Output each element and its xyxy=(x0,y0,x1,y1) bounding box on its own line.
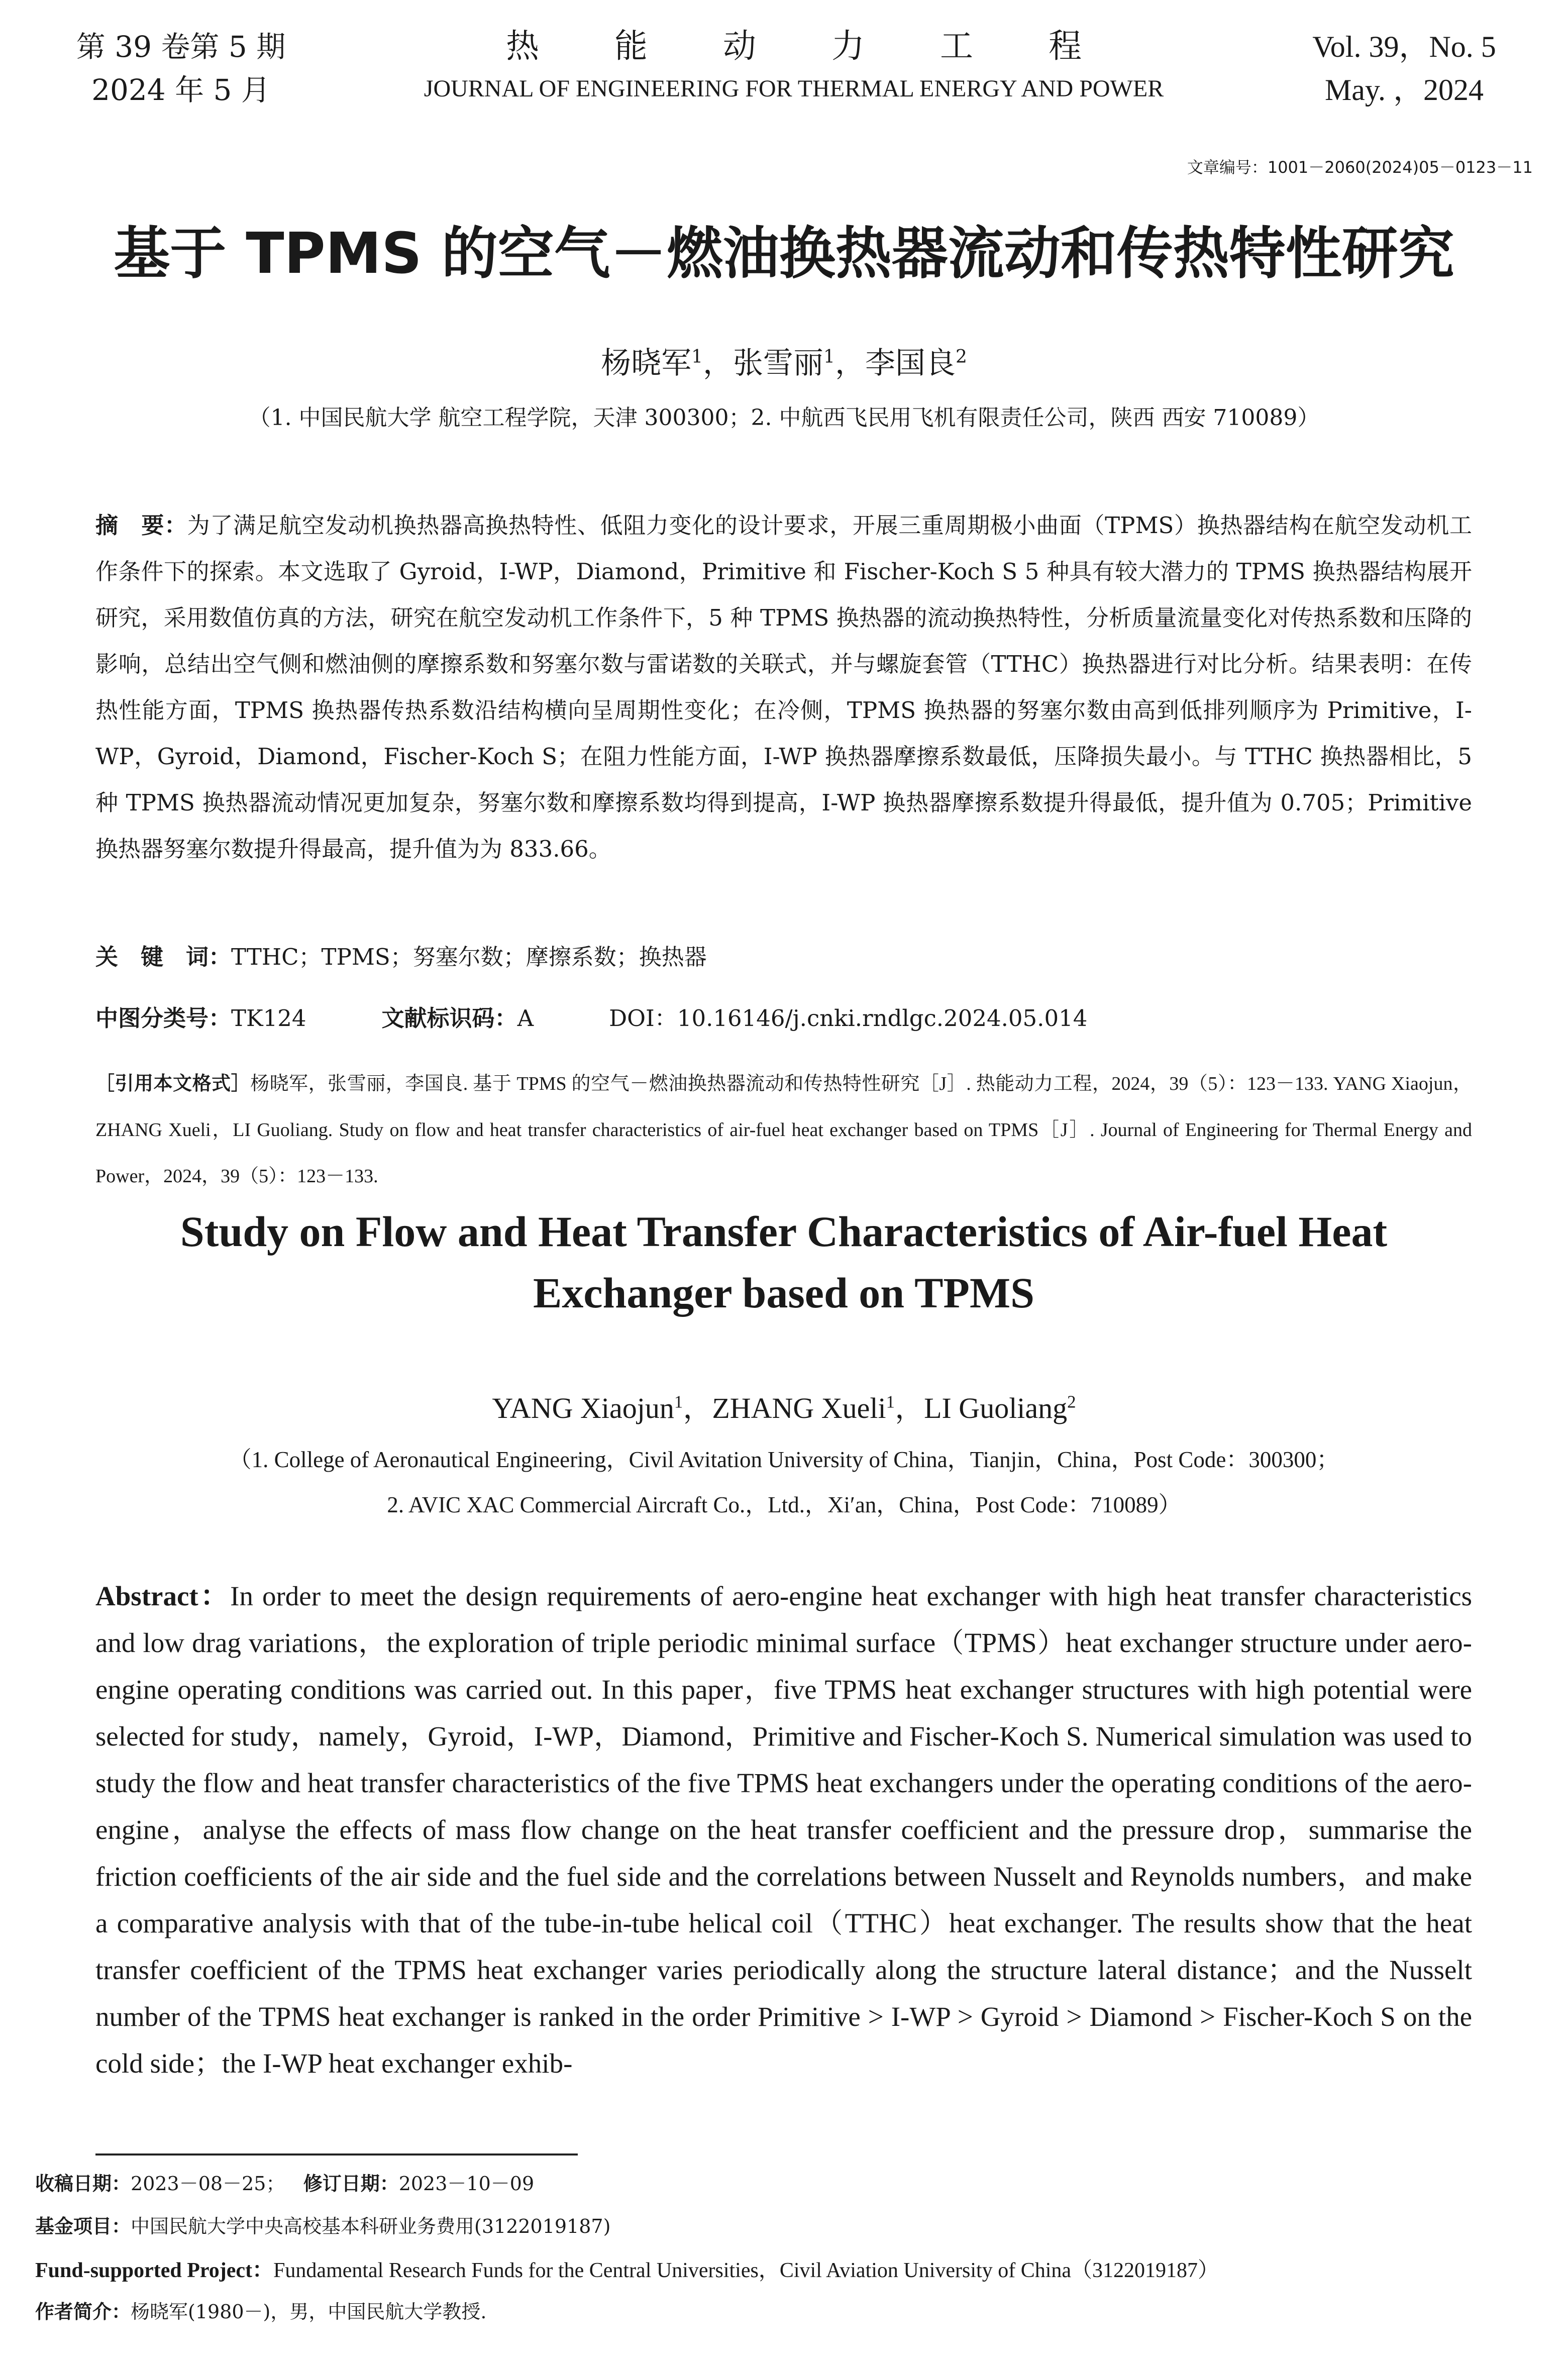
author-name-en: YANG Xiaojun xyxy=(492,1392,674,1424)
bio-label: 作者简介： xyxy=(35,2301,131,2323)
footnote-divider xyxy=(95,2153,578,2155)
affiliation-mark: 1 xyxy=(674,1392,683,1412)
clc-value: TK124 xyxy=(231,1005,306,1032)
affiliation-en-line2: 2. AVIC XAC Commercial Aircraft Co.，Ltd.，Xi′an，China，Post Code：710089） xyxy=(387,1492,1181,1517)
citation-label: ［引用本文格式］ xyxy=(95,1072,251,1094)
received-label: 收稿日期： xyxy=(35,2173,131,2195)
author-name: ，李国良 xyxy=(834,346,956,381)
affiliation-en xyxy=(0,1437,1568,1527)
affiliation-mark: 1 xyxy=(886,1392,895,1412)
doc-code-label: 文献标识码： xyxy=(381,1005,517,1032)
date-cn: 2024 年 5 月 xyxy=(91,73,270,107)
affiliation-mark: 1 xyxy=(691,347,703,367)
affiliation-mark: 2 xyxy=(1067,1392,1076,1412)
citation xyxy=(95,1060,1472,1199)
affiliation-en-line1: （1. College of Aeronautical Engineering，Civil Avitation University of China，Tianjin，China，Post Code：300300； xyxy=(229,1447,1339,1472)
doc-code-value: A xyxy=(517,1005,534,1032)
abstract-text-cn: 为了满足航空发动机换热器高换热特性、低阻力变化的设计要求，开展三重周期极小曲面（TPMS）换热器结构在航空发动机工作条件下的探索。本文选取了 Gyroid，I-WP，Diamond，Primitive 和 Fischer-Koch S 5 种具有较大潜力的 TPMS 换热器结构展开研究，采用数值仿真的方法，研究在航空发动机工作条件下，5 种 TPMS 换热器的流动换热特性，分析质量流量变化对传热系数和压降的影响，总结出空气侧和燃油侧的摩擦系数和努塞尔数与雷诺数的关联式，并与螺旋套管（TTHC）换热器进行对比分析。结果表明：在传热性能方面，TPMS 换热器传热系数沿结构横向呈周期性变化；在冷侧，TPMS 换热器的努塞尔数由高到低排列顺序为 Primitive，I-WP，Gyroid，Diamond，Fischer-Koch S；在阻力性能方面，I-WP 换热器摩擦系数最低，压降损失最小。与 TTHC 换热器相比，5 种 TPMS 换热器流动情况更加复杂，努塞尔数和摩擦系数均得到提高，I-WP 换热器摩擦系数提升得最低，提升值为 0.705；Primitive 换热器努塞尔数提升得最高，提升值为为 833.66。 xyxy=(95,512,1472,862)
header-volume-en xyxy=(1286,25,1522,112)
bio-text: 杨晓军(1980－)，男，中国民航大学教授. xyxy=(131,2301,487,2323)
fund-en-label: Fund-supported Project： xyxy=(35,2259,274,2282)
fund-en-text: Fundamental Research Funds for the Central Universities，Civil Aviation University of China（3122019187） xyxy=(273,2259,1219,2282)
fund-cn-label: 基金项目： xyxy=(35,2215,131,2237)
footnote-author-bio xyxy=(35,2296,1532,2324)
abstract-text-en: In order to meet the design requirements of aero-engine heat exchanger with high heat transfer characteristics and low drag variations，the exploration of triple periodic minimal surface（TPMS）heat exchanger structure under aero-engine operating conditions was carried out. In this paper，five TPMS heat exchanger structures with high potential were selected for study，namely，Gyroid，I-WP，Diamond，Primitive and Fischer-Koch S. Numerical simulation was used to study the flow and heat transfer characteristics of the five TPMS heat exchangers under the operating conditions of the aero-engine，analyse the effects of mass flow change on the heat transfer coefficient and the pressure drop，summarise the friction coefficients of the air side and the fuel side and the correlations between Nusselt and Reynolds numbers，and make a comparative analysis with that of the tube-in-tube helical coil（TTHC）heat exchanger. The results show that the heat transfer coefficient of the TPMS heat exchanger varies periodically along the structure lateral distance；and the Nusselt number of the TPMS heat exchanger is ranked in the order Primitive > I-WP > Gyroid > Diamond > Fischer-Koch S on the cold side；the I-WP heat exchanger exhib- xyxy=(95,1581,1473,2079)
keywords-cn xyxy=(95,939,707,971)
author-name-en: ，LI Guoliang xyxy=(895,1392,1068,1424)
title-cn: 基于 TPMS 的空气－燃油换热器流动和传热特性研究 xyxy=(114,221,1454,286)
journal-name-en: JOURNAL OF ENGINEERING FOR THERMAL ENERGY AND POWER xyxy=(424,75,1164,102)
doi: DOI：10.16146/j.cnki.rndlgc.2024.05.014 xyxy=(609,1005,1088,1032)
author-name: ，张雪丽 xyxy=(703,346,824,381)
header-journal xyxy=(372,25,1216,107)
author-name-en: ，ZHANG Xueli xyxy=(683,1392,886,1424)
affiliation-mark: 2 xyxy=(955,347,967,367)
abstract-label-cn: 摘 要： xyxy=(95,512,187,539)
affiliation-mark: 1 xyxy=(823,347,835,367)
received-date: 2023－08－25； xyxy=(131,2173,285,2195)
title-en: Study on Flow and Heat Transfer Characteristics of Air-fuel Heat Exchanger based on TPMS xyxy=(180,1207,1388,1317)
abstract-en xyxy=(95,1573,1472,2087)
article-number: 文章编号：1001－2060(2024)05－0123－11 xyxy=(1187,158,1533,177)
author-name: 杨晓军 xyxy=(601,346,692,381)
volume-issue-cn: 第 39 卷第 5 期 xyxy=(76,30,286,64)
authors-en xyxy=(0,1384,1568,1426)
keywords-text: TTHC；TPMS；努塞尔数；摩擦系数；换热器 xyxy=(231,944,707,970)
citation-text: 杨晓军，张雪丽，李国良. 基于 TPMS 的空气－燃油换热器流动和传热特性研究［J］. 热能动力工程，2024，39（5）：123－133. YANG Xiaojun，ZHANG Xueli，LI Guoliang. Study on flow and heat transfer characteristics of air-fuel heat exchanger based on TPMS［J］. Journal of Engineering for Thermal Energy and Power，2024，39（5）：123－133. xyxy=(95,1073,1472,1187)
footnote-fund-en xyxy=(35,2253,1532,2284)
authors-cn xyxy=(0,339,1568,382)
date-en: May. ，2024 xyxy=(1324,73,1484,107)
footnote-fund-cn xyxy=(35,2211,1532,2238)
revised-label: 修订日期： xyxy=(303,2173,399,2195)
abstract-label-en: Abstract： xyxy=(95,1581,231,1611)
header-volume-cn xyxy=(50,25,311,112)
journal-name-cn: 热能动力工程 xyxy=(506,27,1157,65)
keywords-label: 关 键 词： xyxy=(95,944,232,970)
revised-date: 2023－10－09 xyxy=(398,2173,535,2195)
clc-label: 中图分类号： xyxy=(95,1005,232,1032)
footnote-dates xyxy=(35,2168,1532,2196)
affiliation-cn: （1. 中国民航大学 航空工程学院，天津 300300；2. 中航西飞民用飞机有限责任公司，陕西 西安 710089） xyxy=(248,405,1320,431)
fund-cn-text: 中国民航大学中央高校基本科研业务费用(3122019187) xyxy=(131,2215,611,2237)
abstract-cn xyxy=(95,502,1472,872)
classification-line xyxy=(95,1000,1163,1033)
volume-issue-en: Vol. 39，No. 5 xyxy=(1312,30,1496,63)
